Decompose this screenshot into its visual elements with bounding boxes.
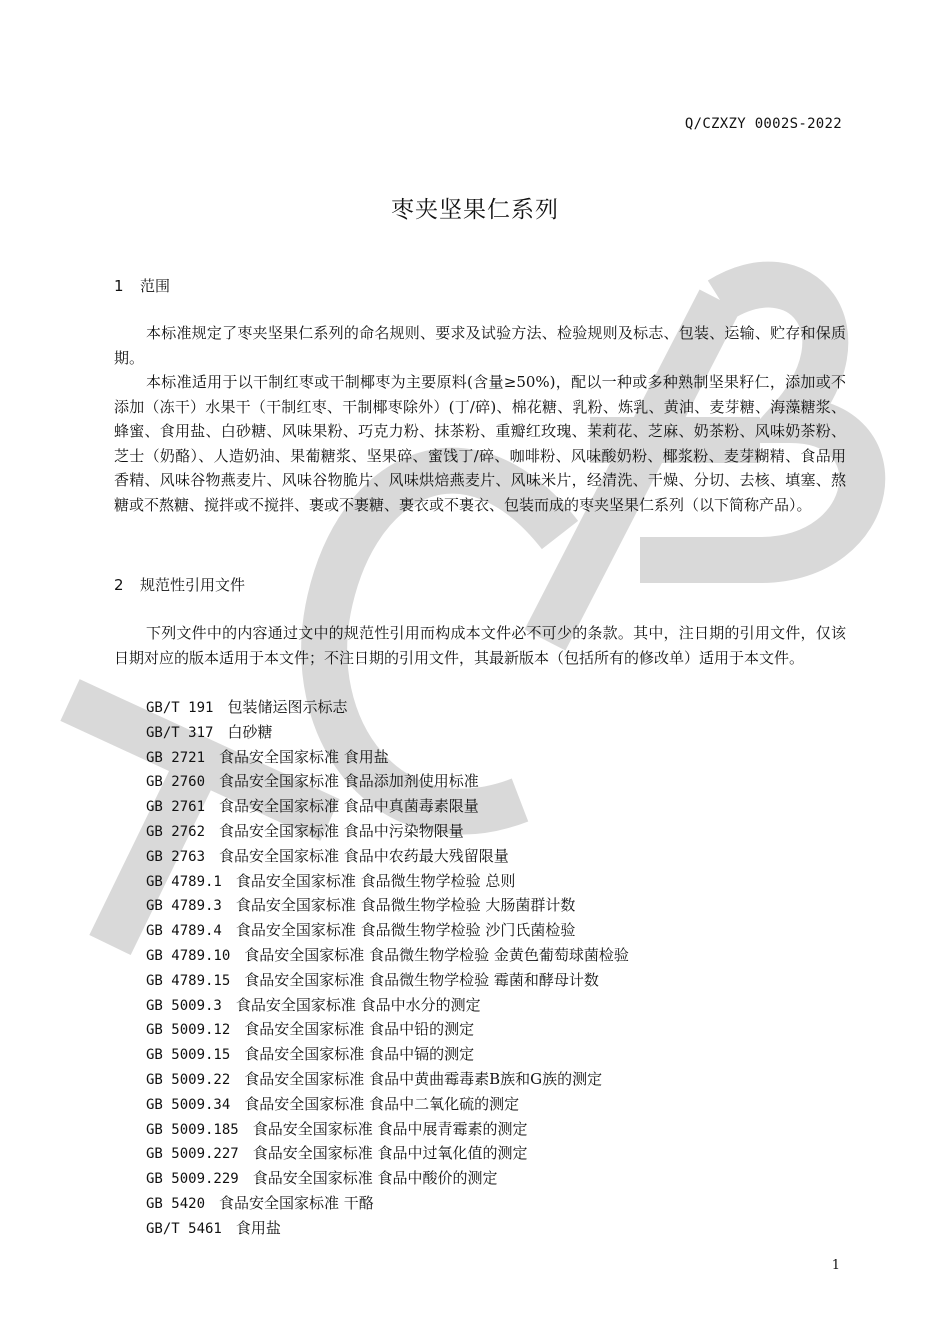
reference-item xyxy=(146,869,629,894)
reference-code: GB/T 317 xyxy=(146,724,214,741)
reference-name: 食品安全国家标准 食品中水分的测定 xyxy=(235,995,481,1014)
section-title: 范围 xyxy=(140,277,171,295)
reference-name: 白砂糖 xyxy=(227,722,273,741)
reference-item xyxy=(146,844,629,869)
reference-code: GB/T 5461 xyxy=(146,1220,222,1237)
reference-name: 食品安全国家标准 食品中二氧化硫的测定 xyxy=(244,1094,520,1113)
section-number: 1 xyxy=(114,277,124,295)
reference-name: 食品安全国家标准 食品中过氧化值的测定 xyxy=(252,1144,528,1163)
reference-item xyxy=(146,893,629,918)
section-title: 规范性引用文件 xyxy=(140,576,246,594)
reference-name: 食品安全国家标准 食品中黄曲霉毒素B族和G族的测定 xyxy=(244,1069,603,1088)
reference-name: 食品安全国家标准 食品微生物学检验 总则 xyxy=(235,871,516,890)
reference-list xyxy=(146,695,629,1241)
reference-item xyxy=(146,720,629,745)
reference-code: GB 4789.10 xyxy=(146,947,231,964)
reference-item xyxy=(146,1191,629,1216)
reference-code: GB 5009.185 xyxy=(146,1121,239,1138)
reference-code: GB 5009.229 xyxy=(146,1171,239,1188)
reference-name: 食品安全国家标准 食品中铅的测定 xyxy=(244,1020,475,1039)
reference-name: 食品安全国家标准 食品添加剂使用标准 xyxy=(219,772,479,791)
section-number: 2 xyxy=(114,576,124,594)
reference-item xyxy=(146,1042,629,1067)
reference-name: 食品安全国家标准 食品中展青霉素的测定 xyxy=(252,1119,528,1138)
reference-code: GB 5009.3 xyxy=(146,997,222,1014)
reference-item xyxy=(146,745,629,770)
reference-name: 食品安全国家标准 食品微生物学检验 金黄色葡萄球菌检验 xyxy=(244,945,629,964)
reference-name: 食品安全国家标准 食品中农药最大残留限量 xyxy=(219,846,509,865)
reference-code: GB 4789.3 xyxy=(146,898,222,915)
reference-code: GB 5009.22 xyxy=(146,1071,231,1088)
reference-item xyxy=(146,695,629,720)
reference-item xyxy=(146,1141,629,1166)
reference-name: 食用盐 xyxy=(235,1218,281,1237)
reference-code: GB 4789.1 xyxy=(146,873,222,890)
reference-item xyxy=(146,769,629,794)
reference-name: 包装储运图示标志 xyxy=(227,698,348,716)
reference-item xyxy=(146,993,629,1018)
reference-name: 食品安全国家标准 食品中真菌毒素限量 xyxy=(219,797,479,816)
reference-name: 食品安全国家标准 食品中酸价的测定 xyxy=(252,1169,498,1188)
reference-name: 食品安全国家标准 干酪 xyxy=(219,1193,374,1212)
reference-item xyxy=(146,1092,629,1117)
reference-name: 食品安全国家标准 食品中污染物限量 xyxy=(219,821,464,840)
reference-name: 食品安全国家标准 食用盐 xyxy=(219,747,389,766)
reference-name: 食品安全国家标准 食品微生物学检验 霉菌和酵母计数 xyxy=(244,970,599,989)
document-code: Q/CZXZY 0002S-2022 xyxy=(684,116,842,132)
page-number: 1 xyxy=(831,1258,840,1273)
reference-code: GB 2761 xyxy=(146,799,206,816)
reference-name: 食品安全国家标准 食品微生物学检验 大肠菌群计数 xyxy=(235,896,576,915)
reference-code: GB 5009.15 xyxy=(146,1047,231,1064)
reference-name: 食品安全国家标准 食品中镉的测定 xyxy=(244,1045,475,1064)
reference-item xyxy=(146,1067,629,1092)
section-heading-references xyxy=(114,574,245,595)
reference-code: GB 5420 xyxy=(146,1195,206,1212)
reference-code: GB 2762 xyxy=(146,823,206,840)
reference-item xyxy=(146,1166,629,1191)
reference-item xyxy=(146,1216,629,1241)
reference-code: GB 5009.12 xyxy=(146,1022,231,1039)
document-title: 枣夹坚果仁系列 xyxy=(391,197,559,223)
reference-code: GB 4789.15 xyxy=(146,972,231,989)
section-heading-scope xyxy=(114,275,170,296)
reference-code: GB 2721 xyxy=(146,749,206,766)
reference-code: GB 5009.34 xyxy=(146,1096,231,1113)
reference-code: GB 5009.227 xyxy=(146,1146,239,1163)
reference-item xyxy=(146,943,629,968)
reference-item xyxy=(146,918,629,943)
reference-item xyxy=(146,968,629,993)
reference-code: GB 4789.4 xyxy=(146,923,222,940)
scope-paragraph-2: 本标准适用于以干制红枣或干制椰枣为主要原料(含量≥50%)，配以一种或多种熟制坚果籽仁，添加或不添加（冻干）水果干（干制红枣、干制椰枣除外）(丁/碎)、棉花糖、乳粉、炼乳、黄油、麦芽糖、海藻糖浆、蜂蜜、食用盐、白砂糖、风味果粉、巧克力粉、抹茶粉、重瓣红玫瑰、茉莉花、芝麻、奶茶粉、风味奶茶粉、芝士（奶酪）、人造奶油、果葡糖浆、坚果碎、蜜饯丁/碎、咖啡粉、风味酸奶粉、椰浆粉、麦芽糊精、食品用香精、风味谷物燕麦片、风味谷物脆片、风味烘焙燕麦片、风味米片，经清洗、干燥、分切、去核、填塞、熬糖或不熬糖、搅拌或不搅拌、裹或不裹糖、裹衣或不裹衣、包装而成的枣夹坚果仁系列（以下简称产品）。 xyxy=(114,373,846,514)
scope-paragraph-1: 本标准规定了枣夹坚果仁系列的命名规则、要求及试验方法、检验规则及标志、包装、运输、贮存和保质期。 xyxy=(114,324,846,367)
reference-item xyxy=(146,1017,629,1042)
reference-name: 食品安全国家标准 食品微生物学检验 沙门氏菌检验 xyxy=(235,921,576,940)
reference-code: GB 2763 xyxy=(146,848,206,865)
reference-item xyxy=(146,794,629,819)
reference-item xyxy=(146,1117,629,1142)
reference-code: GB 2760 xyxy=(146,774,206,791)
reference-item xyxy=(146,819,629,844)
reference-code: GB/T 191 xyxy=(146,700,214,716)
references-intro-paragraph: 下列文件中的内容通过文中的规范性引用而构成本文件必不可少的条款。其中，注日期的引用文件，仅该日期对应的版本适用于本文件；不注日期的引用文件，其最新版本（包括所有的修改单）适用于本文件。 xyxy=(114,624,846,667)
